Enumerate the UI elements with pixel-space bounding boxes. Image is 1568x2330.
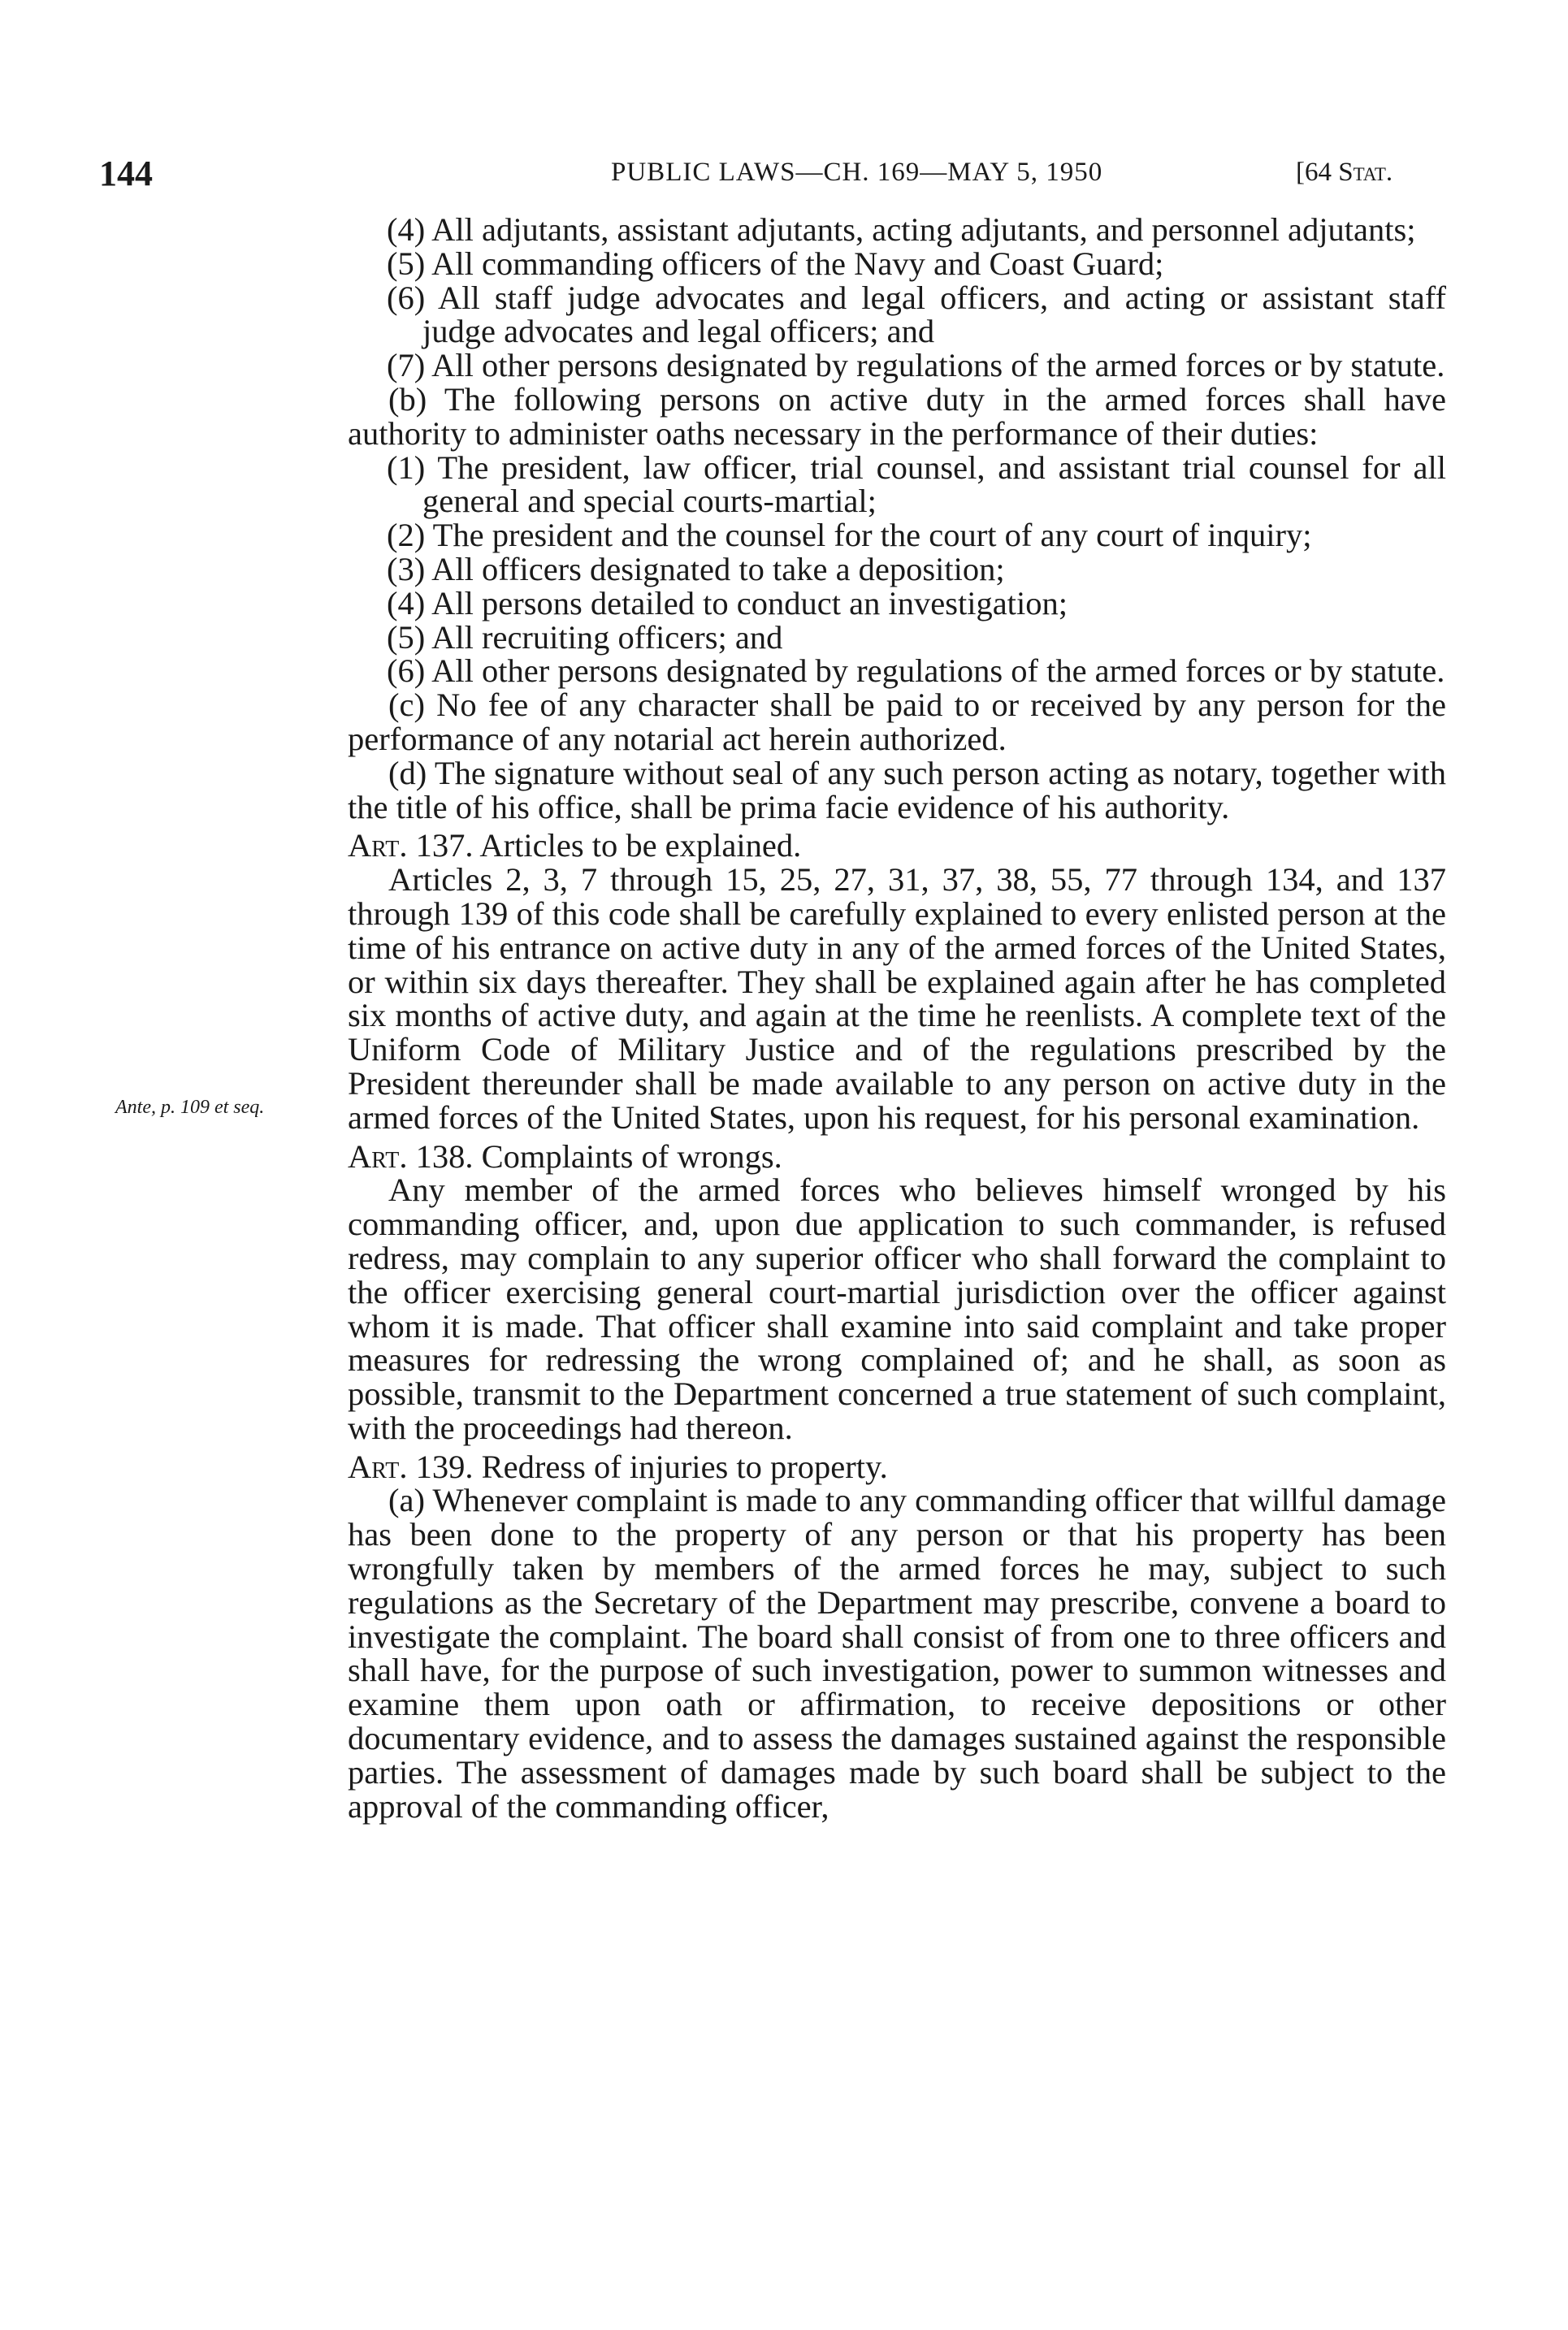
article-138-title: 138. Complaints of wrongs. — [415, 1137, 782, 1175]
paragraph-a7: (7) All other persons designated by regulations of the armed forces or by statute. — [387, 347, 1445, 384]
article-137-title: 137. Articles to be explained. — [415, 827, 802, 864]
statute-volume: [64 — [1296, 158, 1332, 187]
margin-note: Ante, p. 109 et seq. — [115, 1097, 265, 1118]
article-138-body: Any member of the armed forces who believes himself wronged by his commanding officer, and, upon due application to such commander, is refused redress, may complain to any superior officer who shall forward the complaint to the officer exercising general court-martial jurisdiction over the officer against whom it is made. That officer shall examine into said complaint and take proper measures for redressing the wrong complained of; and he shall, as soon as possible, transmit to the Department concerned a true statement of such complaint, with the proceedings had thereon. — [348, 1171, 1446, 1446]
page-number: 144 — [99, 154, 153, 193]
paragraph-b6: (6) All other persons designated by regulations of the armed forces or by statute. — [387, 652, 1445, 690]
paragraph-b4: (4) All persons detailed to conduct an investigation; — [387, 584, 1068, 621]
article-138-heading — [348, 1137, 1446, 1175]
statute-reference — [1296, 158, 1393, 188]
article-139-label: Art. — [348, 1448, 408, 1485]
article-137-body: Articles 2, 3, 7 through 15, 25, 27, 31, 37, 38, 55, 77 through 134, and 137 through 139 of this code shall be carefully explained to every enlisted person at the time of his entrance on active duty in any of the armed forces of the United States, or within six days thereafter. They shall be explained again after he has completed six months of active duty, and again at the time he reenlists. A complete text of the Uniform Code of Military Justice and of the regulations prescribed by the President thereunder shall be made available to any person on active duty in the armed forces of the United States, upon his request, for his personal examination. — [348, 861, 1446, 1136]
paragraph-c: (c) No fee of any character shall be paid to or received by any person for the performance of any notarial act herein authorized. — [348, 686, 1446, 757]
article-137-heading — [348, 829, 1446, 863]
page-header — [99, 153, 1448, 198]
article-137-label: Art. — [348, 827, 408, 864]
paragraph-b1: (1) The president, law officer, trial counsel, and assistant trial counsel for all general and special courts-martial; — [387, 448, 1446, 520]
paragraph-a5: (5) All commanding officers of the Navy and Coast Guard; — [387, 245, 1164, 282]
paragraph-a4: (4) All adjutants, assistant adjutants, acting adjutants, and personnel adjutants; — [387, 211, 1416, 248]
article-139-heading — [348, 1450, 1446, 1484]
article-139-title: 139. Redress of injuries to property. — [415, 1448, 888, 1485]
paragraph-a6: (6) All staff judge advocates and legal officers, and acting or assistant staff judge advocates and legal officers; and — [387, 279, 1446, 350]
statute-label: Stat. — [1338, 158, 1393, 187]
paragraph-b3: (3) All officers designated to take a deposition; — [387, 550, 1005, 587]
paragraph-d: (d) The signature without seal of any such person acting as notary, together with the title of his office, shall be prima facie evidence of his authority. — [348, 754, 1446, 825]
running-head: PUBLIC LAWS—CH. 169—MAY 5, 1950 — [611, 158, 1103, 187]
paragraph-b: (b) The following persons on active duty in the armed forces shall have authority to administer oaths necessary in the performance of their duties: — [348, 380, 1446, 452]
body-text — [348, 213, 1446, 1823]
article-138-label: Art. — [348, 1137, 408, 1175]
paragraph-b2: (2) The president and the counsel for the court of any court of inquiry; — [387, 517, 1312, 554]
article-139-paragraph-a: (a) Whenever complaint is made to any commanding officer that willful damage has been done to the property of any person or that his property has been wrongfully taken by members of the armed forces he may, subject to such regulations as the Secretary of the Department may prescribe, convene a board to investigate the complaint. The board shall consist of from one to three officers and shall have, for the purpose of such investigation, power to summon witnesses and examine them upon oath or affirmation, to receive depositions or other documentary evidence, and to assess the damages sustained against the responsible parties. The assessment of damages made by such board shall be subject to the approval of the commanding officer, — [348, 1482, 1446, 1825]
paragraph-b5: (5) All recruiting officers; and — [387, 618, 783, 656]
